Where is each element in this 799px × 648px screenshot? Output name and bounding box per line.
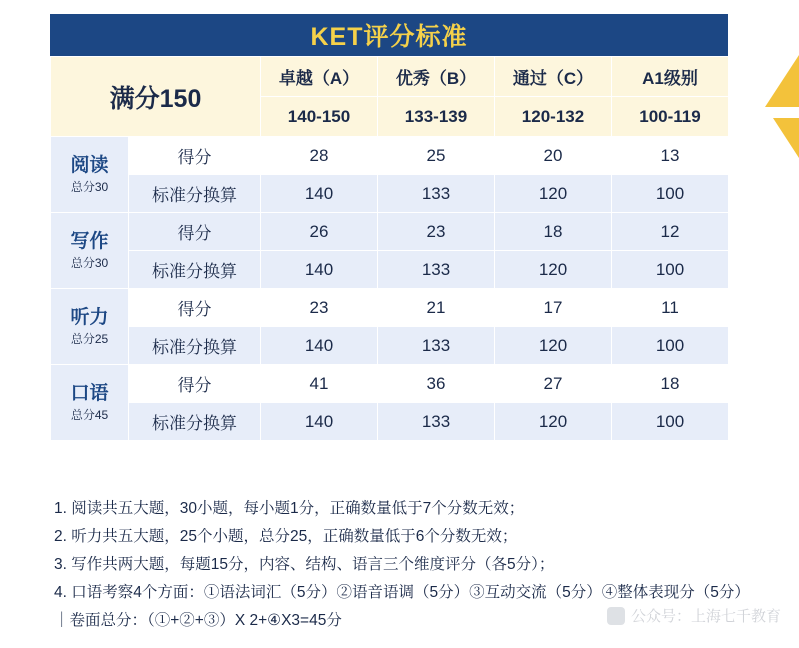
table-row (51, 365, 729, 403)
listening-scaled-b: 133 (378, 327, 495, 365)
score-criteria-table (50, 56, 729, 441)
listening-scaled-a1: 100 (612, 327, 729, 365)
note-item-1: 1. 阅读共五大题，30小题，每小题1分，正确数量低于7个分数无效； (54, 500, 525, 517)
table-row (51, 327, 729, 365)
section-title: 阅读 (70, 154, 109, 176)
reading-scaled-b: 133 (378, 175, 495, 213)
listening-raw-c: 17 (495, 289, 612, 327)
speaking-scaled-b: 133 (378, 403, 495, 441)
section-total: 总分25 (70, 331, 109, 346)
speaking-scaled-a: 140 (261, 403, 378, 441)
section-total: 总分45 (70, 407, 109, 422)
writing-scaled-b: 133 (378, 251, 495, 289)
writing-scaled-a1: 100 (612, 251, 729, 289)
table-row (51, 175, 729, 213)
row-label-raw: 得分 (129, 137, 261, 175)
section-speaking (51, 365, 129, 441)
listening-scaled-a: 140 (261, 327, 378, 365)
speaking-scaled-c: 120 (495, 403, 612, 441)
grade-header-c: 通过（C） (495, 57, 612, 97)
table-row (51, 251, 729, 289)
reading-raw-a: 28 (261, 137, 378, 175)
section-total: 总分30 (70, 255, 109, 270)
score-range-b: 133-139 (378, 97, 495, 137)
grade-header-a: 卓越（A） (261, 57, 378, 97)
section-listening (51, 289, 129, 365)
watermark-text: 公众号：上海七千教育 (630, 608, 781, 625)
writing-scaled-c: 120 (495, 251, 612, 289)
writing-raw-c: 18 (495, 213, 612, 251)
listening-raw-a: 23 (261, 289, 378, 327)
section-total: 总分30 (70, 179, 109, 194)
section-writing (51, 213, 129, 289)
wechat-icon (607, 607, 625, 625)
note-item-2: 2. 听力共五大题，25个小题，总分25，正确数量低于6个分数无效； (54, 528, 518, 545)
writing-raw-a: 26 (261, 213, 378, 251)
row-label-scaled: 标准分换算 (129, 327, 261, 365)
listening-raw-a1: 11 (612, 289, 729, 327)
row-label-raw: 得分 (129, 365, 261, 403)
reading-raw-b: 25 (378, 137, 495, 175)
reading-scaled-c: 120 (495, 175, 612, 213)
writing-raw-a1: 12 (612, 213, 729, 251)
writing-raw-b: 23 (378, 213, 495, 251)
row-label-raw: 得分 (129, 289, 261, 327)
speaking-raw-a: 41 (261, 365, 378, 403)
table-header-row-grades (51, 57, 729, 97)
decorative-corner-shape-top (765, 55, 799, 107)
row-label-scaled: 标准分换算 (129, 403, 261, 441)
score-range-a1: 100-119 (612, 97, 729, 137)
score-range-a: 140-150 (261, 97, 378, 137)
decorative-corner-shape-bottom (773, 118, 799, 158)
reading-scaled-a1: 100 (612, 175, 729, 213)
row-label-scaled: 标准分换算 (129, 175, 261, 213)
row-label-scaled: 标准分换算 (129, 251, 261, 289)
speaking-raw-c: 27 (495, 365, 612, 403)
speaking-raw-a1: 18 (612, 365, 729, 403)
reading-raw-a1: 13 (612, 137, 729, 175)
grade-header-b: 优秀（B） (378, 57, 495, 97)
table-row (51, 289, 729, 327)
watermark (607, 605, 781, 626)
full-score-label: 满分150 (51, 57, 261, 137)
listening-scaled-c: 120 (495, 327, 612, 365)
section-reading (51, 137, 129, 213)
grade-header-a1: A1级别 (612, 57, 729, 97)
table-row (51, 403, 729, 441)
title-bar (50, 14, 728, 56)
writing-scaled-a: 140 (261, 251, 378, 289)
table-row (51, 137, 729, 175)
table-row (51, 213, 729, 251)
section-title: 口语 (70, 382, 109, 404)
note-item-4: 4. 口语考察4个方面：①语法词汇（5分）②语音语调（5分）③互动交流（5分）④整体表现分（5分）｜卷面总分：（①+②+③）X 2+④X3=45分 (54, 584, 750, 629)
section-title: 听力 (70, 306, 109, 328)
section-title: 写作 (70, 230, 109, 252)
note-item-3: 3. 写作共两大题，每题15分，内容、结构、语言三个维度评分（各5分）； (54, 556, 555, 573)
row-label-raw: 得分 (129, 213, 261, 251)
page-title: KET评分标准 (310, 23, 468, 51)
speaking-raw-b: 36 (378, 365, 495, 403)
speaking-scaled-a1: 100 (612, 403, 729, 441)
listening-raw-b: 21 (378, 289, 495, 327)
reading-raw-c: 20 (495, 137, 612, 175)
reading-scaled-a: 140 (261, 175, 378, 213)
score-range-c: 120-132 (495, 97, 612, 137)
